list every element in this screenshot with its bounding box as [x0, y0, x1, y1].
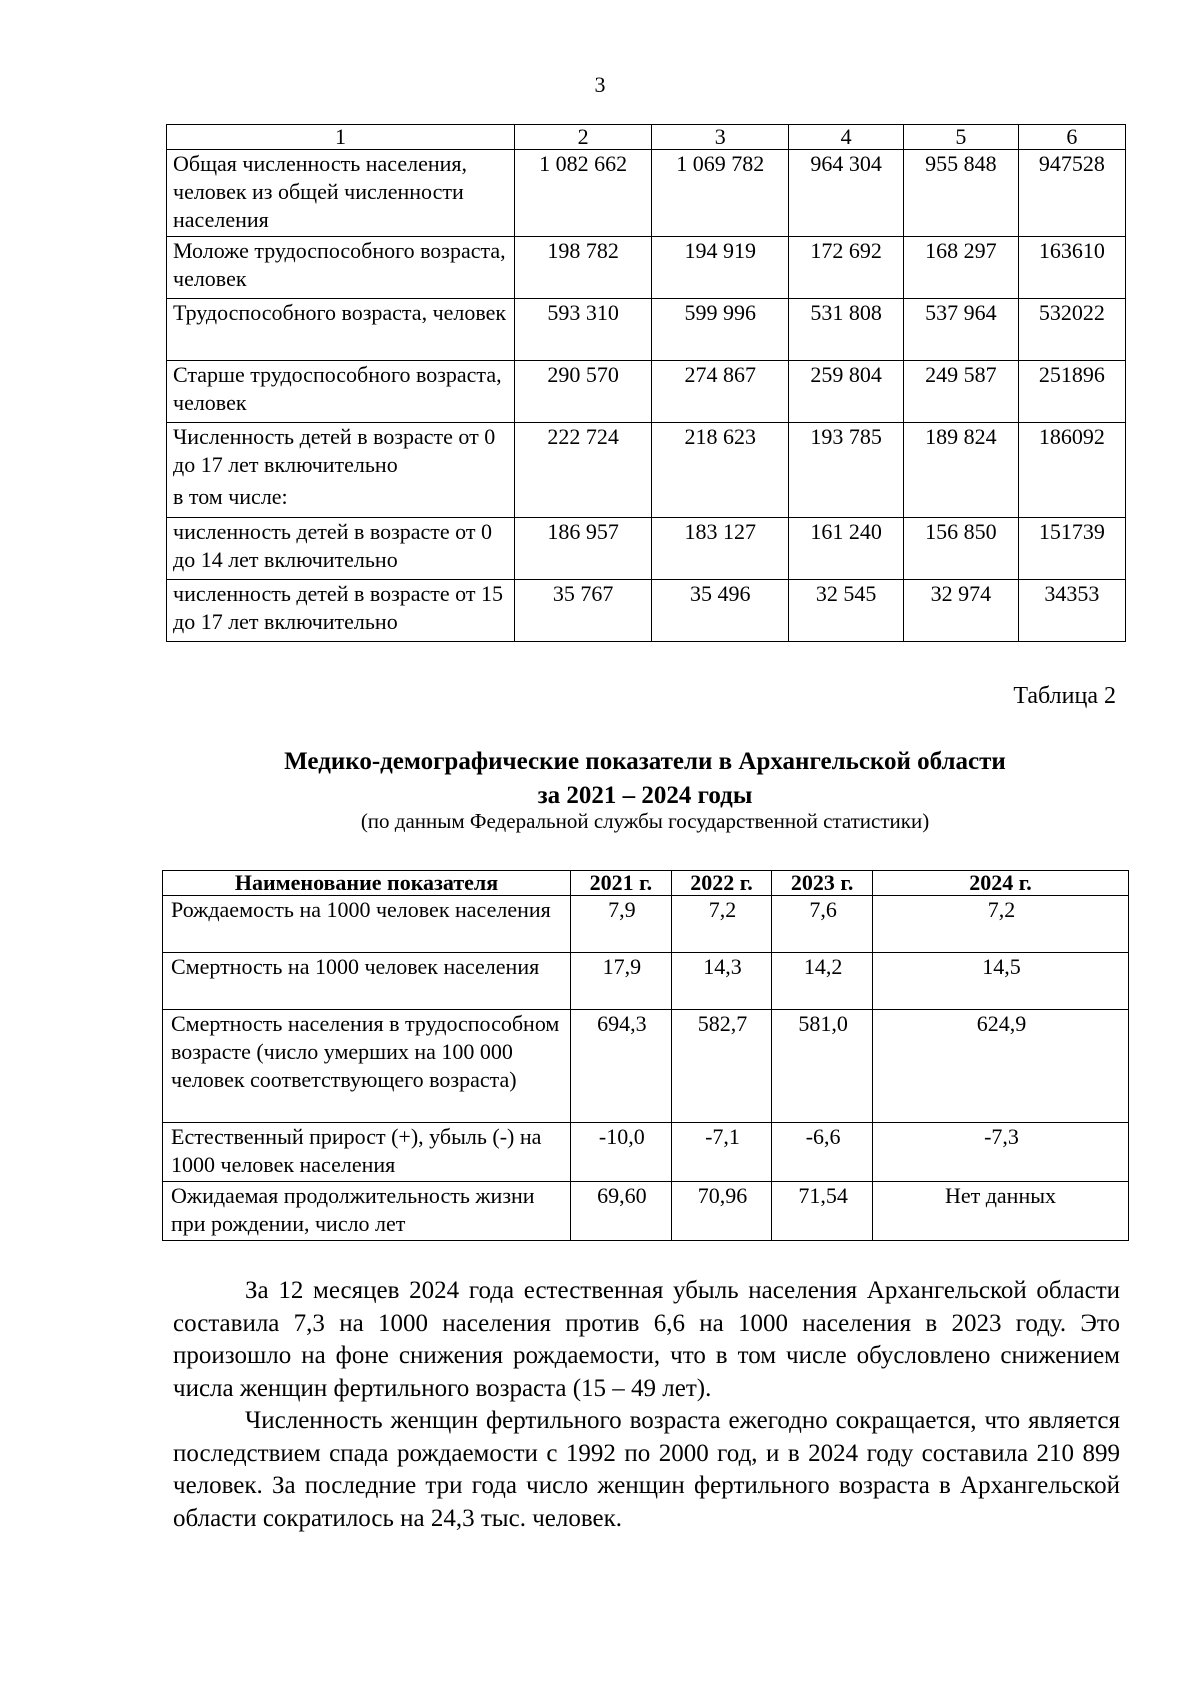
table-row — [167, 299, 1126, 361]
table-cell: -6,6 — [772, 1123, 873, 1182]
row-label: численность детей в возрасте от 15 до 17 лет включительно — [167, 580, 515, 642]
table-cell: 531 808 — [789, 299, 904, 361]
table-cell: 7,9 — [571, 896, 672, 953]
paragraph: Численность женщин фертильного возраста ежегодно сокращается, что является последствием спада рождаемости с 1992 по 2000 год, и в 2024 году составила 210 899 человек. За последние три года число женщин фертильного возраста в Архангельской области сократилось на 24,3 тыс. человек. — [173, 1407, 1120, 1532]
table-row — [167, 237, 1126, 299]
table-cell: 532022 — [1018, 299, 1125, 361]
table-cell: 17,9 — [571, 953, 672, 1010]
paragraph: За 12 месяцев 2024 года естественная убыль населения Архангельской области составила 7,3 на 1000 населения против 6,6 на 1000 населения в 2023 году. Это произошло на фоне снижения рождаемости, что в том числе обусловлено снижением числа женщин фертильного возраста (15 – 49 лет). — [173, 1277, 1120, 1402]
table-cell: 249 587 — [903, 361, 1018, 423]
table-cell: 193 785 — [789, 423, 904, 518]
table-cell: 274 867 — [652, 361, 789, 423]
table-cell: 194 919 — [652, 237, 789, 299]
row-label — [167, 423, 515, 518]
table-header-row — [167, 125, 1126, 150]
table-subtitle: (по данным Федеральной службы государственной статистики) — [360, 809, 930, 833]
table-cell: 70,96 — [671, 1182, 772, 1241]
table-cell: 189 824 — [903, 423, 1018, 518]
medical-demographic-table — [162, 870, 1129, 1241]
header-cell: 2024 г. — [872, 871, 1128, 896]
row-label: Моложе трудоспособного возраста, человек — [167, 237, 515, 299]
population-table — [166, 124, 1126, 642]
table-cell: 172 692 — [789, 237, 904, 299]
table-cell: 694,3 — [571, 1010, 672, 1123]
table-title — [0, 745, 1200, 813]
header-cell: 2022 г. — [671, 871, 772, 896]
table-row — [167, 580, 1126, 642]
table-cell: Нет данных — [872, 1182, 1128, 1241]
table-cell: 251896 — [1018, 361, 1125, 423]
table-cell: 599 996 — [652, 299, 789, 361]
table-cell: -7,1 — [671, 1123, 772, 1182]
header-cell: 6 — [1018, 125, 1125, 150]
table-cell: 964 304 — [789, 150, 904, 237]
table-title-line: за 2021 – 2024 годы — [537, 782, 753, 809]
table-row — [163, 1182, 1129, 1241]
table-row — [163, 1010, 1129, 1123]
table-cell: 71,54 — [772, 1182, 873, 1241]
row-label: Рождаемость на 1000 человек населения — [163, 896, 571, 953]
header-cell: 5 — [903, 125, 1018, 150]
table-cell: 537 964 — [903, 299, 1018, 361]
body-text — [173, 1275, 1120, 1535]
row-label: Старше трудоспособного возраста, человек — [167, 361, 515, 423]
table-row — [167, 150, 1126, 237]
table-row — [167, 361, 1126, 423]
table-row — [163, 896, 1129, 953]
table-cell: 581,0 — [772, 1010, 873, 1123]
table-cell: 7,2 — [671, 896, 772, 953]
table-cell: 955 848 — [903, 150, 1018, 237]
table-cell: 161 240 — [789, 518, 904, 580]
table-cell: 168 297 — [903, 237, 1018, 299]
table-cell: 7,2 — [872, 896, 1128, 953]
table-row — [167, 518, 1126, 580]
table-title-line: Медико-демографические показатели в Архангельской области — [284, 748, 1006, 775]
table-row — [163, 1123, 1129, 1182]
row-label: Трудоспособного возраста, человек — [167, 299, 515, 361]
table-cell: 151739 — [1018, 518, 1125, 580]
table-cell: 198 782 — [515, 237, 652, 299]
table-cell: 582,7 — [671, 1010, 772, 1123]
table-cell: 290 570 — [515, 361, 652, 423]
table-cell: 69,60 — [571, 1182, 672, 1241]
row-label: численность детей в возрасте от 0 до 14 лет включительно — [167, 518, 515, 580]
row-sublabel: в том числе: — [173, 484, 288, 509]
header-cell: 2023 г. — [772, 871, 873, 896]
table-cell: 259 804 — [789, 361, 904, 423]
table-row — [167, 423, 1126, 518]
table-cell: 624,9 — [872, 1010, 1128, 1123]
row-label: Общая численность населения, человек из общей численности населения — [167, 150, 515, 237]
table-row — [163, 953, 1129, 1010]
table-cell: 222 724 — [515, 423, 652, 518]
header-cell: 3 — [652, 125, 789, 150]
header-cell: Наименование показателя — [163, 871, 571, 896]
table-header-row — [163, 871, 1129, 896]
row-label: Ожидаемая продолжительность жизни при рождении, число лет — [163, 1182, 571, 1241]
table-cell: -7,3 — [872, 1123, 1128, 1182]
table-cell: 7,6 — [772, 896, 873, 953]
page-number: 3 — [594, 72, 606, 97]
table-cell: 14,2 — [772, 953, 873, 1010]
table-cell: 14,3 — [671, 953, 772, 1010]
row-label: Смертность на 1000 человек населения — [163, 953, 571, 1010]
table-number-label: Таблица 2 — [1013, 683, 1116, 709]
table-cell: 32 974 — [903, 580, 1018, 642]
header-cell: 2021 г. — [571, 871, 672, 896]
row-label-text: Численность детей в возрасте от 0 до 17 лет включительно — [173, 424, 496, 477]
header-cell: 4 — [789, 125, 904, 150]
table-cell: 35 496 — [652, 580, 789, 642]
table-cell: 593 310 — [515, 299, 652, 361]
row-label: Естественный прирост (+), убыль (-) на 1000 человек населения — [163, 1123, 571, 1182]
table-cell: 14,5 — [872, 953, 1128, 1010]
table-cell: 34353 — [1018, 580, 1125, 642]
table-cell: -10,0 — [571, 1123, 672, 1182]
header-cell: 1 — [167, 125, 515, 150]
header-cell: 2 — [515, 125, 652, 150]
table-cell: 186 957 — [515, 518, 652, 580]
table-cell: 32 545 — [789, 580, 904, 642]
table-cell: 1 082 662 — [515, 150, 652, 237]
table-cell: 156 850 — [903, 518, 1018, 580]
row-label: Смертность населения в трудоспособном возрасте (число умерших на 100 000 человек соответствующего возраста) — [163, 1010, 571, 1123]
table-cell: 218 623 — [652, 423, 789, 518]
table-cell: 35 767 — [515, 580, 652, 642]
table-cell: 163610 — [1018, 237, 1125, 299]
table-cell: 947528 — [1018, 150, 1125, 237]
table-cell: 186092 — [1018, 423, 1125, 518]
table-cell: 183 127 — [652, 518, 789, 580]
table-cell: 1 069 782 — [652, 150, 789, 237]
